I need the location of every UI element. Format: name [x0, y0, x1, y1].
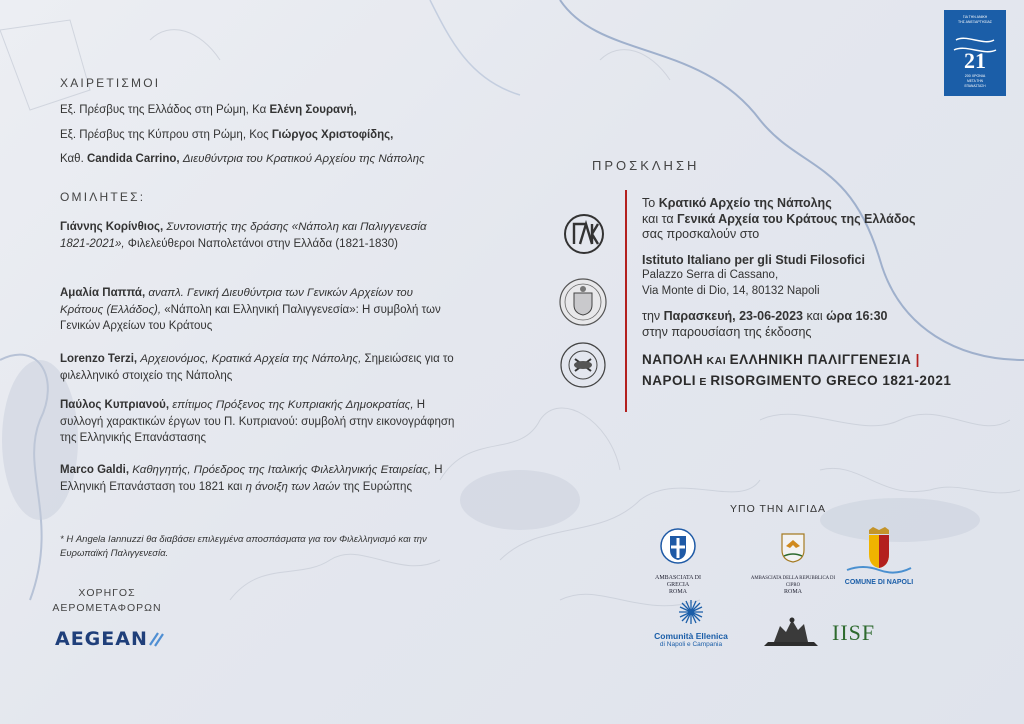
- speaker-name: Marco Galdi,: [60, 464, 130, 476]
- invitation-line-3: σας προσκαλούν στο: [642, 227, 760, 241]
- speaker-item: [60, 462, 455, 495]
- napoli-label: COMUNE DI NAPOLI: [844, 579, 914, 586]
- text: και: [803, 309, 827, 323]
- cyprus-society-logo: [558, 340, 608, 395]
- comunita-label-2: di Napoli e Campania: [659, 641, 723, 648]
- speaker-topic: «Νάπολη και Ελληνική Παλιγγενεσία»: Η συμβολή των Γενικών Αρχείων του Κράτους: [60, 303, 441, 332]
- cyprus-embassy-label-2: ROMA: [783, 589, 802, 595]
- speaker-topic-end: της Ευρώπης: [339, 480, 412, 493]
- speaker-name: Γιάννης Κορίνθιος,: [60, 221, 164, 233]
- reading-note: * Η Angela Iannuzzi θα διαβάσει επιλεγμένα αποσπάσματα για τον Φιλελληνισμό και την Ευρωπαϊκή Παλιγγενεσία.: [60, 534, 427, 559]
- comunita-ellenica-logo: [646, 598, 736, 648]
- greeting-name: Γιώργος Χριστοφίδης,: [271, 129, 394, 141]
- greeting-name: Ελένη Σουρανή,: [269, 104, 357, 116]
- greeting-text: Εξ. Πρέσβυς της Ελλάδος στη Ρώμη, Κα: [60, 104, 270, 116]
- venue-address-1: Palazzo Serra di Cassano,: [642, 269, 779, 281]
- text: Το: [642, 196, 659, 210]
- cyprus-embassy-label-1: AMBASCIATA DELLA REPUBBLICA DI CIPRO: [750, 576, 836, 588]
- pub-word: ΝΑΠΟΛΗ: [642, 352, 704, 367]
- aegean-logo: [55, 628, 166, 650]
- speaker-topic: Σημειώσεις για το φιλελληνικό στοιχείο της Νάπολης: [60, 353, 454, 382]
- cyprus-embassy-logo: [750, 526, 836, 596]
- date: Παρασκευή, 23-06-2023: [663, 309, 804, 323]
- invitation-body: [642, 196, 1002, 392]
- aegean-wordmark: AEGEAN: [55, 628, 148, 650]
- speaker-name: Lorenzo Terzi,: [60, 353, 138, 365]
- sponsor-label: [52, 586, 162, 616]
- speaker-role: Αρχειονόμος, Κρατικά Αρχεία της Νάπολης,: [137, 353, 362, 365]
- publication-title-it: [642, 371, 1002, 392]
- greeting-item: [60, 103, 357, 118]
- speaker-name: Παύλος Κυπριανού,: [60, 399, 170, 411]
- speaker-name: Αμαλία Παππά,: [60, 287, 146, 299]
- speaker-topic: Η Ελληνική Επανάσταση του 1821 και: [60, 464, 443, 493]
- speaker-role: Καθηγητής, Πρόεδρος της Ιταλικής Φιλελληνικής Εταιρείας,: [129, 464, 432, 476]
- sponsor-line-1: ΧΟΡΗΓΟΣ: [78, 587, 136, 599]
- greeting-name: Candida Carrino,: [86, 153, 180, 165]
- speakers-title: ΟΜΙΛΗΤΕΣ:: [60, 190, 146, 204]
- greeting-text: Εξ. Πρέσβυς της Κύπρου στη Ρώμη, Κος: [60, 129, 272, 141]
- time: ώρα 16:30: [826, 309, 888, 323]
- presentation-line: στην παρουσίαση της έκδοσης: [642, 324, 812, 339]
- logo-text-3: 200 ΧΡΟΝΙΑ: [964, 74, 986, 78]
- patronage-title: ΥΠΟ ΤΗΝ ΑΙΓΙΔΑ: [730, 503, 827, 515]
- venue-name: [642, 253, 1002, 269]
- venue-address-2: Via Monte di Dio, 14, 80132 Napoli: [642, 284, 820, 297]
- pub-word: E: [696, 376, 711, 388]
- red-divider: [625, 190, 627, 412]
- text: την: [642, 309, 664, 323]
- pub-word: ΚΑΙ: [703, 355, 730, 367]
- anniversary-logo: [944, 10, 1006, 96]
- speaker-item: [60, 285, 455, 335]
- speaker-topic: Η συλλογή χαρακτικών έργων του Π. Κυπριανού: συμβολή στην εικονογράφηση της Ελληνικής Επανάστασης: [60, 399, 455, 444]
- greece-embassy-logo: [648, 526, 708, 596]
- iisf-logo: IISF: [832, 620, 876, 645]
- greeting-item: [60, 152, 425, 167]
- logo-numeral: 21: [964, 48, 986, 73]
- greece-embassy-label-2: ROMA: [668, 589, 687, 595]
- greece-embassy-label-1: AMBASCIATA DI GRECIA: [654, 575, 702, 588]
- comunita-label-1: Comunità Ellenica: [654, 631, 728, 641]
- logo-text-2: ΤΗΣ ΑΝΕΞΑΡΤΗΣΙΑΣ: [957, 20, 993, 24]
- text: και τα: [642, 211, 678, 226]
- greetings-title: ΧΑΙΡΕΤΙΣΜΟΙ: [60, 76, 161, 90]
- greeting-role: Διευθύντρια του Κρατικού Αρχείου της Νάπολης: [179, 153, 425, 165]
- logo-text-1: ΓΙΑ ΤΗΝ ΑΝΙΚΗ: [962, 15, 988, 19]
- speaker-role: αναπλ. Γενική Διευθύντρια των Γενικών Αρχείων του Κράτους (Ελλάδος),: [60, 287, 413, 316]
- speaker-role: επίτιμος Πρόξενος της Κυπριακής Δημοκρατίας,: [169, 399, 414, 411]
- logo-text-5: ΕΠΑΝΑΣΤΑΣΗ: [964, 84, 986, 88]
- pub-word: NAPOLI: [642, 373, 697, 388]
- speaker-topic: Φιλελεύθεροι Ναπολετάνοι στην Ελλάδα (1821-1830): [124, 237, 398, 250]
- greeting-text: Καθ.: [60, 153, 87, 165]
- host-name: Γενικά Αρχεία του Κράτους της Ελλάδος: [677, 211, 916, 226]
- invitation-line-1: [642, 196, 1002, 212]
- archive-seal-icon: [558, 277, 608, 332]
- speaker-item: [60, 351, 455, 384]
- monument-engraving-logo: [762, 614, 820, 655]
- speaker-topic-italic: η άνοιξη των λαών: [245, 480, 340, 493]
- gak-logo: [562, 212, 606, 261]
- pub-word: RISORGIMENTO GRECO 1821-2021: [710, 373, 952, 388]
- publication-title-gr: [642, 350, 1002, 371]
- speaker-item: [60, 219, 455, 252]
- logo-text-4: ΜΕΤΑ ΤΗΝ: [967, 79, 983, 83]
- aegean-bird-icon: [148, 629, 166, 649]
- pub-word: ΕΛΛΗΝΙΚΗ ΠΑΛΙΓΓΕΝΕΣΙΑ: [729, 352, 912, 367]
- sponsor-line-2: ΑΕΡΟΜΕΤΑΦΟΡΩΝ: [52, 602, 162, 614]
- invitation-line-2: [642, 212, 1002, 228]
- greeting-item: [60, 128, 393, 143]
- host-name: Κρατικό Αρχείο της Νάπολης: [658, 196, 832, 210]
- pub-separator: |: [911, 352, 920, 367]
- event-date: [642, 309, 1002, 325]
- invitation-title: ΠΡΟΣΚΛΗΣΗ: [592, 158, 700, 173]
- speaker-role: Συντονιστής της δράσης «Νάπολη και Παλιγγενεσία 1821-2021»,: [60, 221, 427, 250]
- venue: Istituto Italiano per gli Studi Filosofici: [642, 252, 865, 267]
- speaker-item: [60, 397, 455, 447]
- napoli-comune-logo: [843, 526, 915, 586]
